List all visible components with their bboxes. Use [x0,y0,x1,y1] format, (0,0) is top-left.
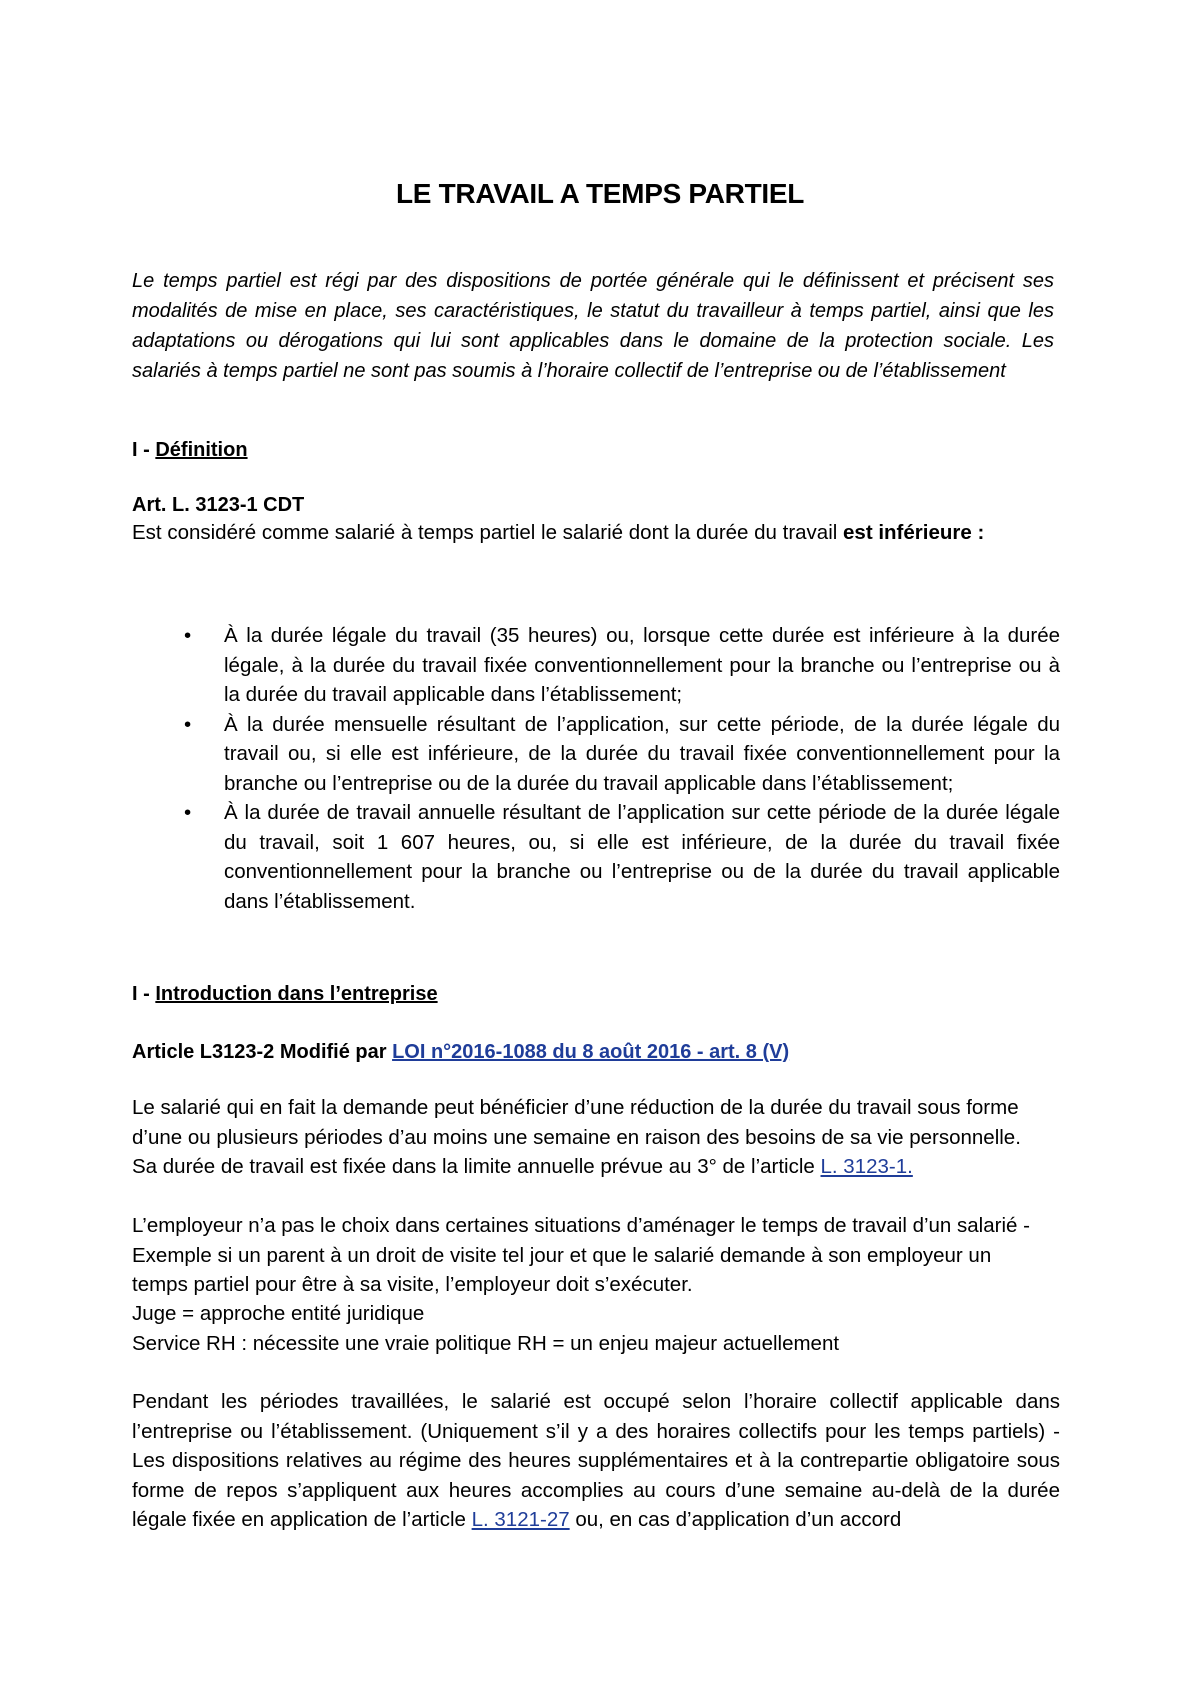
paragraph-periodes-travaillees [132,1387,1060,1535]
list-item [184,621,1060,710]
definition-bullet-list [184,621,1060,916]
bullet-icon: • [184,712,192,736]
section-label: Introduction dans l’entreprise [155,983,438,1005]
paragraph-text: Pendant les périodes travaillées, le salarié est occupé selon l’horaire collectif applicable dans l’entreprise ou l’établissement. (Uniquement s’il y a des horaires collectifs pour les temps partiels) - Les dispositions relatives au régime des heures supplémentaires et à la contrepartie obligatoire sous forme de repos s’appliquent aux heures accomplies au cours d’une semaine au-delà de la durée légale fixée en application de l’article [132,1390,1060,1531]
section-heading-definition [132,436,248,464]
page-title: LE TRAVAIL A TEMPS PARTIEL [395,178,805,209]
bullet-text: À la durée de travail annuelle résultant de l’application sur cette période de la durée légale du travail, soit 1 607 heures, ou, si elle est inférieure, de la durée du travail fixée conventionnellement pour la branche ou l’entreprise ou de la durée du travail applicable dans l’établissement. [224,801,1060,913]
list-item [184,798,1060,916]
article-lead-paragraph [132,518,1060,548]
loi-2016-1088-link[interactable]: LOI n°2016-1088 du 8 août 2016 - art. 8 (V) [392,1041,790,1063]
section-prefix: I - [132,439,156,461]
article-heading-text: Article L3123-2 Modifié par [132,1041,393,1063]
paragraph-reduction-duree [132,1093,1044,1182]
bullet-icon: • [184,801,192,824]
article-l3121-27-link[interactable]: L. 3121-27 [471,1508,570,1531]
section-label: Définition [155,439,248,461]
bullet-text: À la durée mensuelle résultant de l’application, sur cette période, de la durée légale du travail ou, si elle est inférieure, de la durée du travail fixée conventionnellement pour la branche ou l’entreprise ou de la durée du travail applicable dans l’établissement; [224,712,1060,795]
article-heading-l3123-2 [132,1038,789,1066]
bullet-text: À la durée légale du travail (35 heures) ou, lorsque cette durée est inférieure à la durée légale, à la durée du travail fixée conventionnellement pour la branche ou l’entreprise ou à la durée du travail applicable dans l’établissement; [224,624,1060,706]
bullet-icon: • [184,624,192,647]
article-lead-text: Est considéré comme salarié à temps partiel le salarié dont la durée du travail [132,521,844,544]
list-item [184,710,1060,799]
section-heading-introduction [132,980,438,1008]
line-service-rh: Service RH : nécessite une vraie politique RH = un enjeu majeur actuellement [132,1332,840,1355]
line-juge: Juge = approche entité juridique [132,1302,425,1325]
article-lead-bold: est inférieure : [843,521,985,544]
article-heading-l3123-1: Art. L. 3123-1 CDT [132,494,305,516]
paragraph-tail: ou, en cas d’application d’un accord [569,1508,902,1531]
intro-paragraph: Le temps partiel est régi par des dispositions de portée générale qui le définissent et précisent ses modalités de mise en place, ses caractéristiques, le statut du travailleur à temps partiel, ainsi que les adaptations ou dérogations qui lui sont applicables dans le domaine de la protection sociale. Les salariés à temps partiel ne sont pas soumis à l’horaire collectif de l’entreprise ou de l’établissement [132,270,1054,382]
paragraph-employeur: L’employeur n’a pas le choix dans certaines situations d’aménager le temps de travail d’un salarié - Exemple si un parent à un droit de visite tel jour et que le salarié demande à son employeur un temps partiel pour être à sa visite, l’employeur doit s’exécuter. [132,1214,1030,1296]
section-prefix: I - [132,983,156,1005]
paragraph-text: Le salarié qui en fait la demande peut bénéficier d’une réduction de la durée du travail sous forme d’une ou plusieurs périodes d’au moins une semaine en raison des besoins de sa vie personnelle. Sa durée de travail est fixée dans la limite annuelle prévue au 3° de l’article [132,1096,1021,1178]
article-l3123-1-link[interactable]: L. 3123-1. [820,1155,913,1178]
